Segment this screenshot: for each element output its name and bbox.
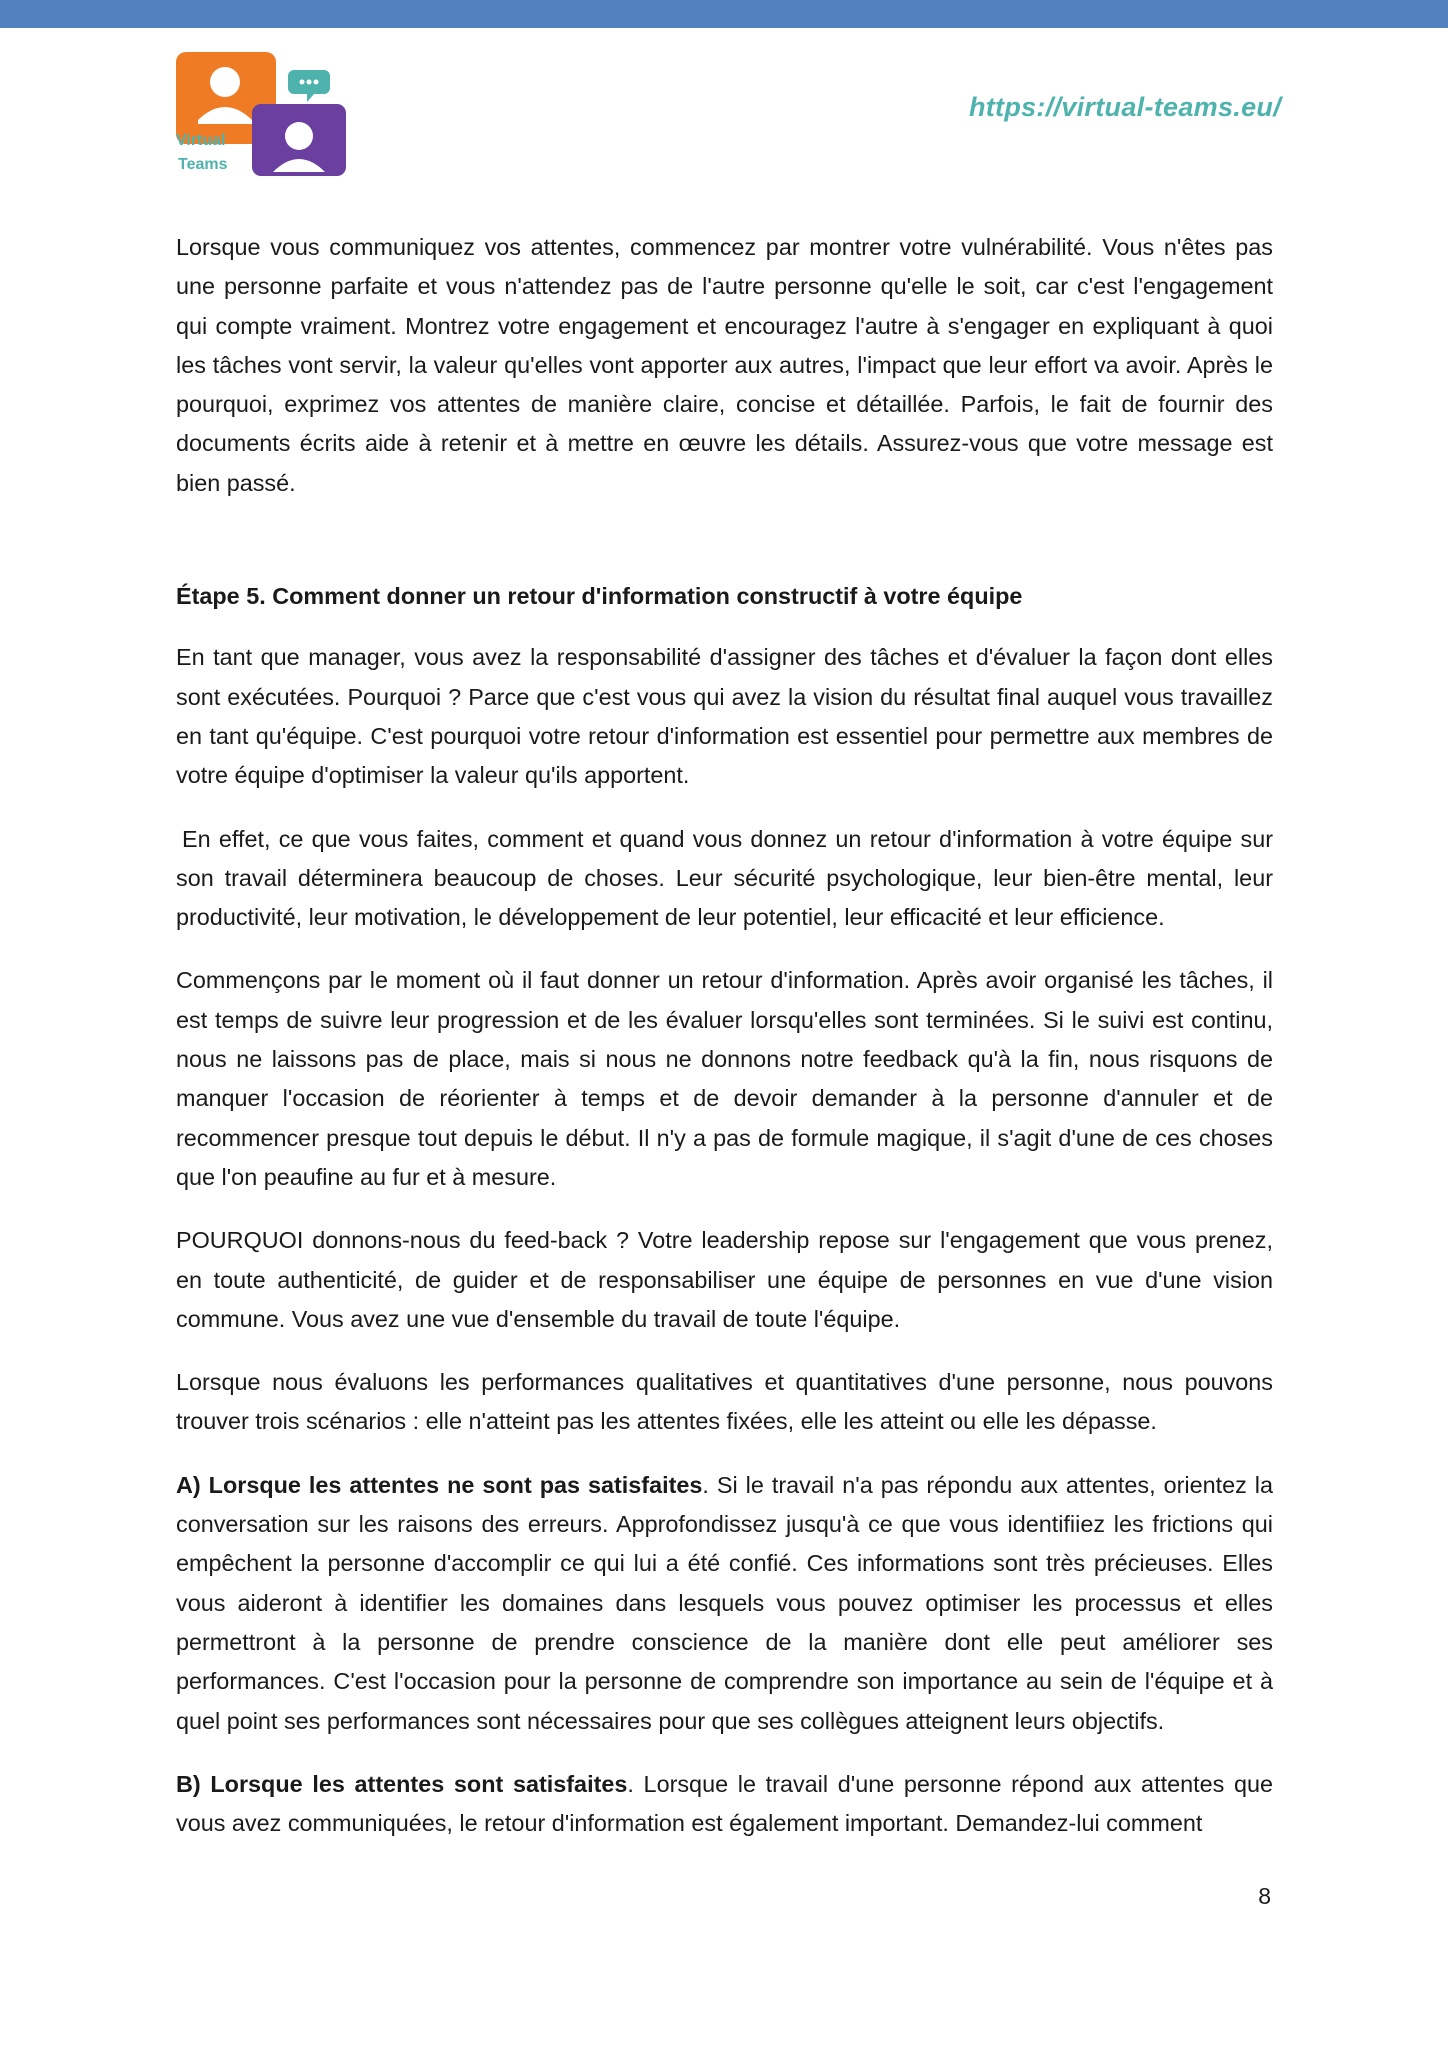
- scenario-a-title: A) Lorsque les attentes ne sont pas satisfaites: [176, 1471, 703, 1498]
- top-color-bar: [0, 0, 1448, 28]
- logo-text-virtual: Virtual: [176, 132, 226, 149]
- scenario-a-text: . Si le travail n'a pas répondu aux attentes, orientez la conversation sur les raisons des erreurs. Approfondissez jusqu'à ce que vous identifiiez les frictions qui empêchent la personne d'accomplir ce qui lui a été confié. Ces informations sont très précieuses. Elles vous aideront à identifier les domaines dans lesquels vous pouvez optimiser les processus et elles permettront à la personne de prendre conscience de la manière dont elle peut améliorer ses performances. C'est l'occasion pour la personne de comprendre son importance au sein de l'équipe et à quel point ses performances sont nécessaires pour que ses collègues atteignent leurs objectifs.: [176, 1471, 1274, 1734]
- paragraph-manager-role: En tant que manager, vous avez la responsabilité d'assigner des tâches et d'évaluer la façon dont elles sont exécutées. Pourquoi ? Parce que c'est vous qui avez la vision du résultat final auquel vous travaillez en tant qu'équipe. C'est pourquoi votre retour d'information est essentiel pour permettre aux membres de votre équipe d'optimiser la valeur qu'ils apportent.: [176, 644, 1273, 789]
- paragraph-scenario-a: [176, 1466, 1273, 1741]
- virtual-teams-logo: [176, 52, 354, 178]
- paragraph-why-feedback: POURQUOI donnons-nous du feed-back ? Votre leadership repose sur l'engagement que vous prenez, en toute authenticité, de guider et de responsabiliser une équipe de personnes en vue d'une vision commune. Vous avez une vue d'ensemble du travail de toute l'équipe.: [176, 1227, 1273, 1332]
- paragraph-expectations: Lorsque vous communiquez vos attentes, commencez par montrer votre vulnérabilité. Vous n'êtes pas une personne parfaite et vous n'attendez pas de l'autre personne qu'elle le soit, car c'est l'engagement qui compte vraiment. Montrez votre engagement et encouragez l'autre à s'engager en expliquant à quoi les tâches vont servir, la valeur qu'elles vont apporter aux autres, l'impact que leur effort va avoir. Après le pourquoi, exprimez vos attentes de manière claire, concise et détaillée. Parfois, le fait de fournir des documents écrits aide à retenir et à mettre en œuvre les détails. Assurez-vous que votre message est bien passé.: [176, 234, 1273, 496]
- paragraph-feedback-timing: Commençons par le moment où il faut donner un retour d'information. Après avoir organisé les tâches, il est temps de suivre leur progression et de les évaluer lorsqu'elles sont terminées. Si le suivi est continu, nous ne laissons pas de place, mais si nous ne donnons notre feedback qu'à la fin, nous risquons de manquer l'occasion de réorienter à temps et de devoir demander à la personne d'annuler et de recommencer presque tout depuis le début. Il n'y a pas de formule magique, il s'agit d'une de ces choses que l'on peaufine au fur et à mesure.: [176, 967, 1273, 1190]
- document-body: [176, 228, 1273, 1867]
- scenario-b-title: B) Lorsque les attentes sont satisfaites: [176, 1770, 628, 1797]
- website-url[interactable]: https://virtual-teams.eu/: [968, 92, 1281, 122]
- paragraph-scenarios: Lorsque nous évaluons les performances qualitatives et quantitatives d'une personne, nous pouvons trouver trois scénarios : elle n'atteint pas les attentes fixées, elle les atteint ou elle les dépasse.: [176, 1369, 1273, 1435]
- section-heading-step-5: Étape 5. Comment donner un retour d'information constructif à votre équipe: [176, 583, 1023, 610]
- paragraph-feedback-impact: En effet, ce que vous faites, comment et quand vous donnez un retour d'information à votre équipe sur son travail déterminera beaucoup de choses. Leur sécurité psychologique, leur bien-être mental, leur productivité, leur motivation, le développement de leur potentiel, leur efficacité et leur efficience.: [176, 825, 1273, 931]
- paragraph-scenario-b: [176, 1765, 1273, 1844]
- scenario-b-text: . Lorsque le travail d'une personne répond aux attentes que vous avez communiquées, le retour d'information est également important. Demandez-lui comment: [176, 1770, 1273, 1837]
- logo-text-teams: Teams: [178, 156, 228, 173]
- page-number: 8: [1258, 1883, 1271, 1909]
